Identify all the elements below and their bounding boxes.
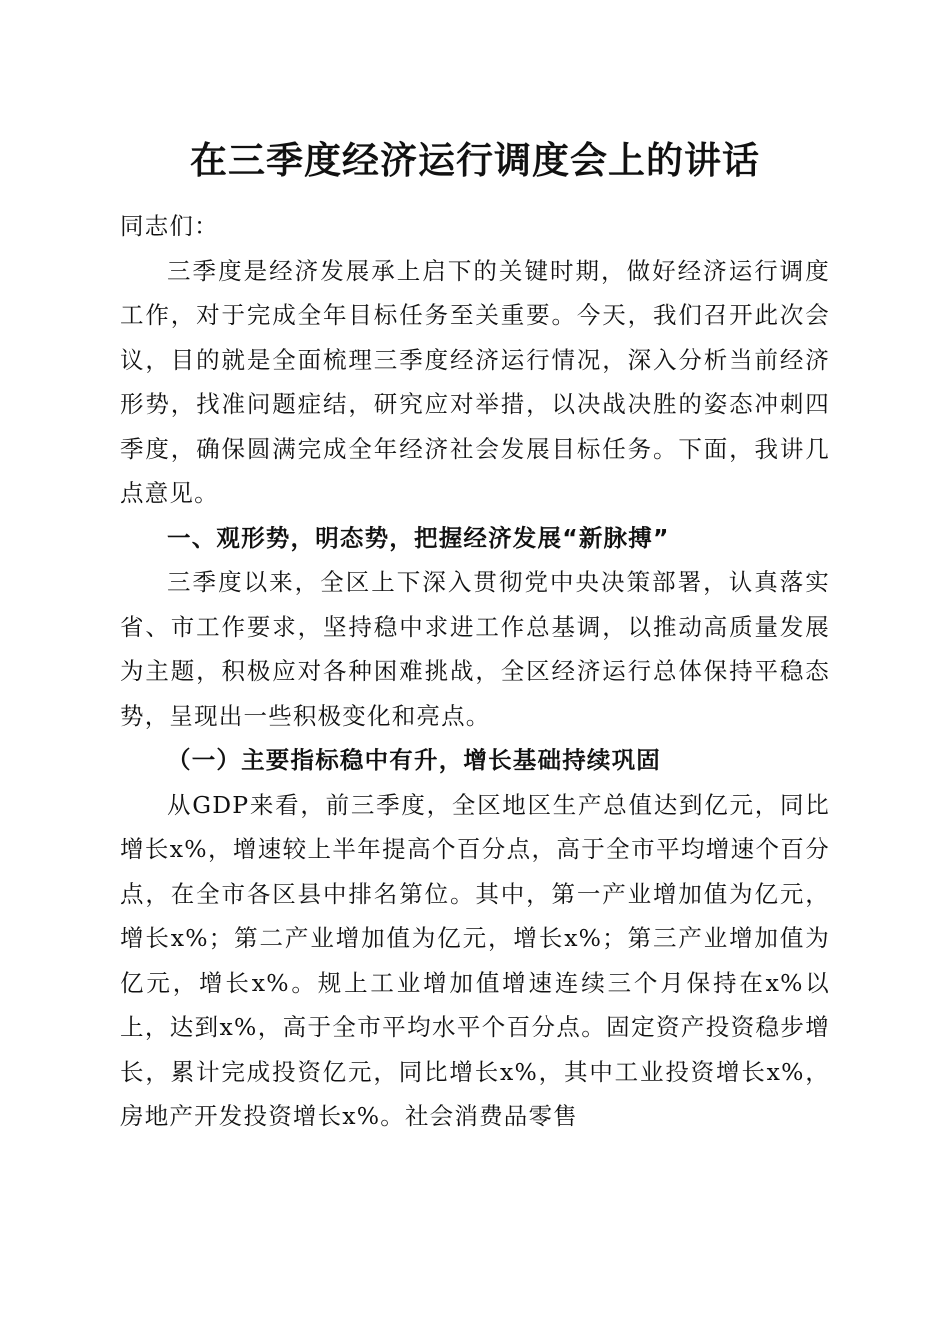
salutation: 同志们：	[120, 212, 219, 240]
paragraph-situation: 三季度以来，全区上下深入贯彻党中央决策部署，认真落实省、市工作要求，坚持稳中求进工作总基调，以推动高质量发展为主题，积极应对各种困难挑战，全区经济运行总体保持平稳态势，呈现出一些积极变化和亮点。	[120, 568, 830, 730]
subsection-heading-1: （一）主要指标稳中有升，增长基础持续巩固	[167, 746, 661, 774]
paragraph-opening: 三季度是经济发展承上启下的关键时期，做好经济运行调度工作，对于完成全年目标任务至关重要。今天，我们召开此次会议，目的就是全面梳理三季度经济运行情况，深入分析当前经济形势，找准问题症结，研究应对举措，以决战决胜的姿态冲刺四季度，确保圆满完成全年经济社会发展目标任务。下面，我讲几点意见。	[120, 256, 830, 507]
document-title: 在三季度经济运行调度会上的讲话	[190, 138, 760, 182]
section-heading-1: 一、观形势，明态势，把握经济发展“新脉搏”	[167, 523, 670, 552]
paragraph-gdp: 从GDP来看，前三季度，全区地区生产总值达到亿元，同比增长x%，增速较上半年提高个百分点，高于全市平均增速个百分点，在全市各区县中排名第位。其中，第一产业增加值为亿元，增长x%；第二产业增加值为亿元，增长x%；第三产业增加值为亿元，增长x%。规上工业增加值增速连续三个月保持在x%以上，达到x%，高于全市平均水平个百分点。固定资产投资稳步增长，累计完成投资亿元，同比增长x%，其中工业投资增长x%，房地产开发投资增长x%。社会消费品零售	[120, 790, 830, 1130]
document-body	[120, 204, 830, 1139]
